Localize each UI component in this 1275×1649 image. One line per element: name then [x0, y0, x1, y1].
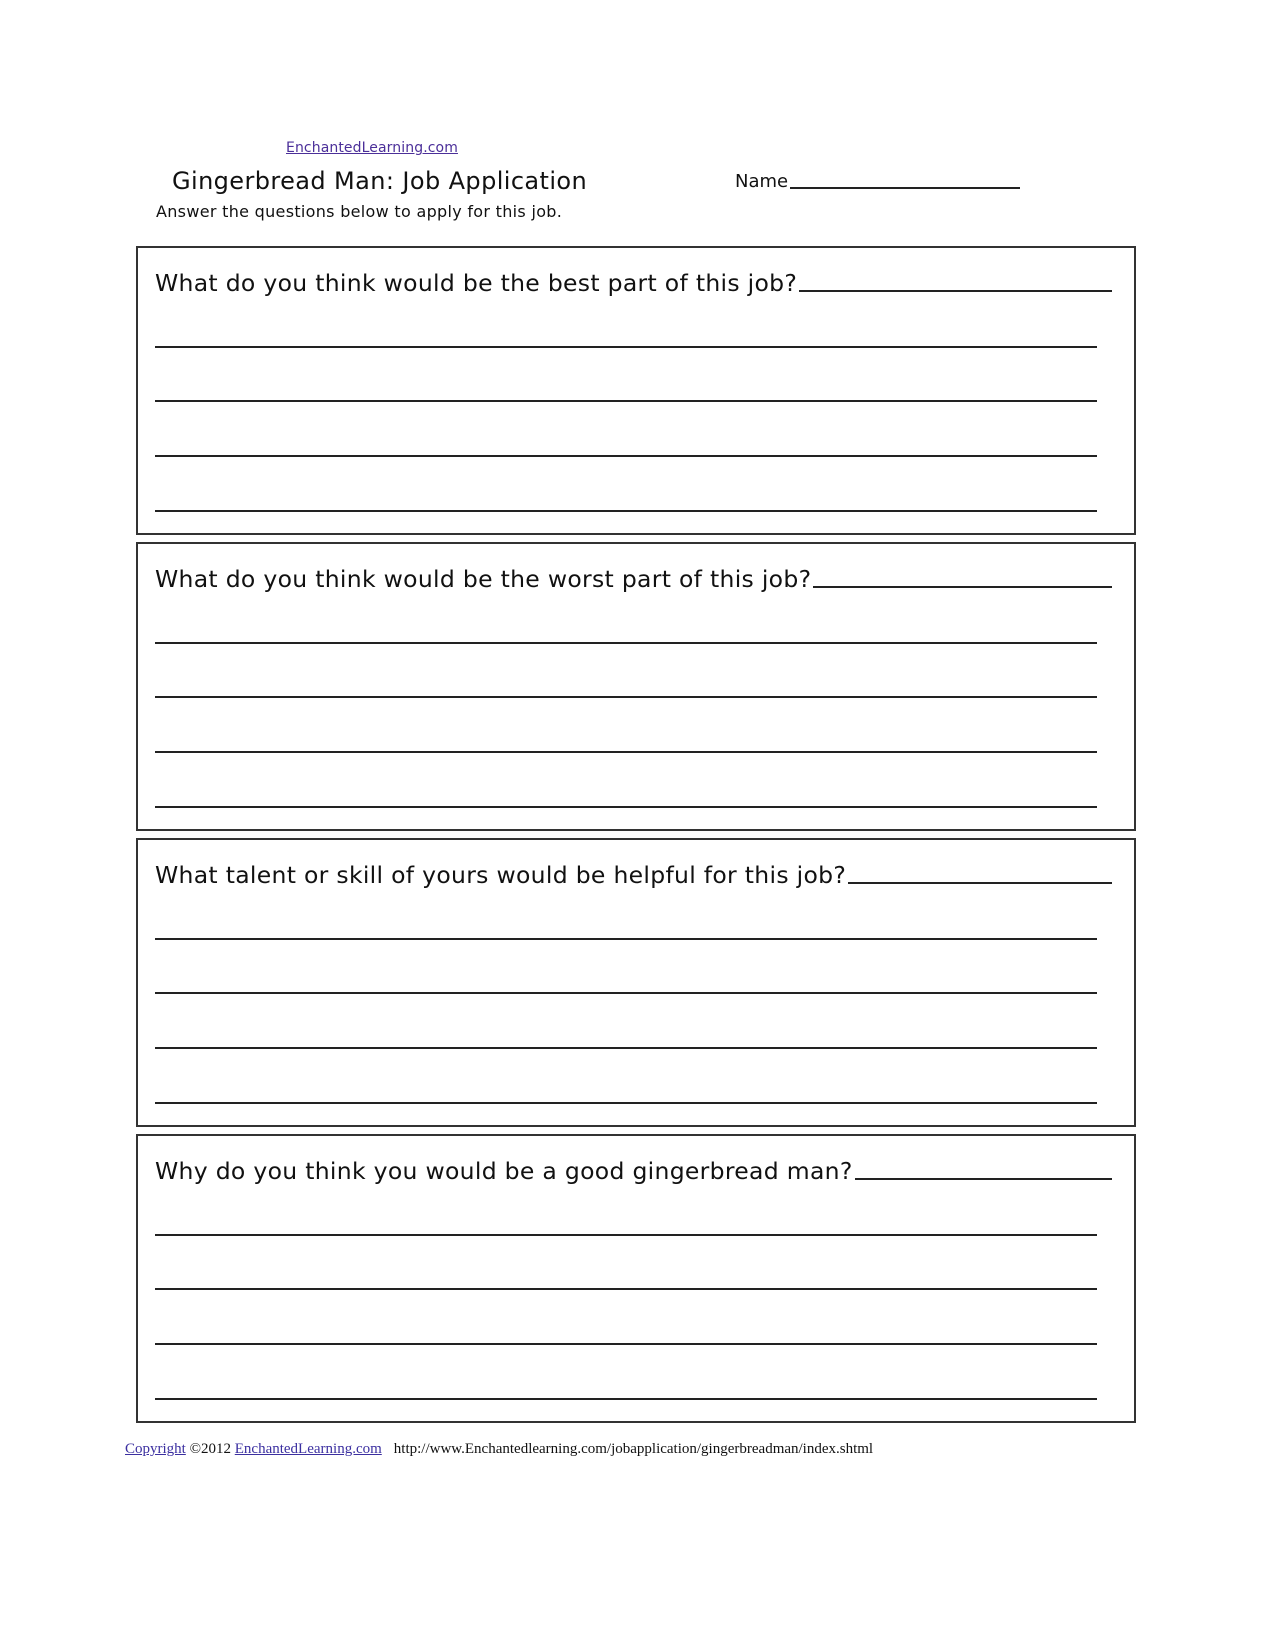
footer-site-link[interactable]: EnchantedLearning.com [234, 1441, 382, 1457]
question-box-1 [136, 246, 1136, 535]
question-box-2 [136, 542, 1136, 831]
footer [125, 1441, 873, 1458]
copyright-text: ©2012 [185, 1441, 235, 1457]
answer-line[interactable] [848, 881, 1112, 884]
answer-line[interactable] [155, 642, 1097, 644]
question-box-4 [136, 1134, 1136, 1423]
answer-line[interactable] [155, 806, 1097, 808]
answer-line[interactable] [155, 696, 1097, 698]
answer-line[interactable] [155, 346, 1097, 348]
answer-line[interactable] [855, 1177, 1112, 1180]
answer-line[interactable] [155, 938, 1097, 940]
answer-line[interactable] [155, 1102, 1097, 1104]
name-blank-line[interactable] [790, 169, 1020, 189]
answer-line[interactable] [155, 1343, 1097, 1345]
answer-line[interactable] [799, 289, 1112, 292]
question-text: Why do you think you would be a good gingerbread man? [155, 1157, 853, 1185]
answer-line[interactable] [155, 455, 1097, 457]
question-text: What do you think would be the worst part of this job? [155, 565, 812, 593]
instructions: Answer the questions below to apply for this job. [156, 202, 563, 221]
name-label: Name [735, 171, 789, 192]
answer-line[interactable] [155, 1234, 1097, 1236]
page-url: http://www.Enchantedlearning.com/jobapplication/gingerbreadman/index.shtml [393, 1441, 874, 1457]
site-link[interactable]: EnchantedLearning.com [286, 140, 458, 156]
answer-line[interactable] [813, 585, 1112, 588]
name-field[interactable] [735, 169, 1020, 192]
answer-line[interactable] [155, 1398, 1097, 1400]
question-box-3 [136, 838, 1136, 1127]
question-text: What do you think would be the best part of this job? [155, 269, 798, 297]
answer-line[interactable] [155, 510, 1097, 512]
answer-line[interactable] [155, 1288, 1097, 1290]
answer-line[interactable] [155, 751, 1097, 753]
page-title: Gingerbread Man: Job Application [172, 167, 588, 195]
answer-line[interactable] [155, 992, 1097, 994]
copyright-link[interactable]: Copyright [125, 1441, 186, 1457]
answer-line[interactable] [155, 1047, 1097, 1049]
question-text: What talent or skill of yours would be helpful for this job? [155, 861, 847, 889]
answer-line[interactable] [155, 400, 1097, 402]
